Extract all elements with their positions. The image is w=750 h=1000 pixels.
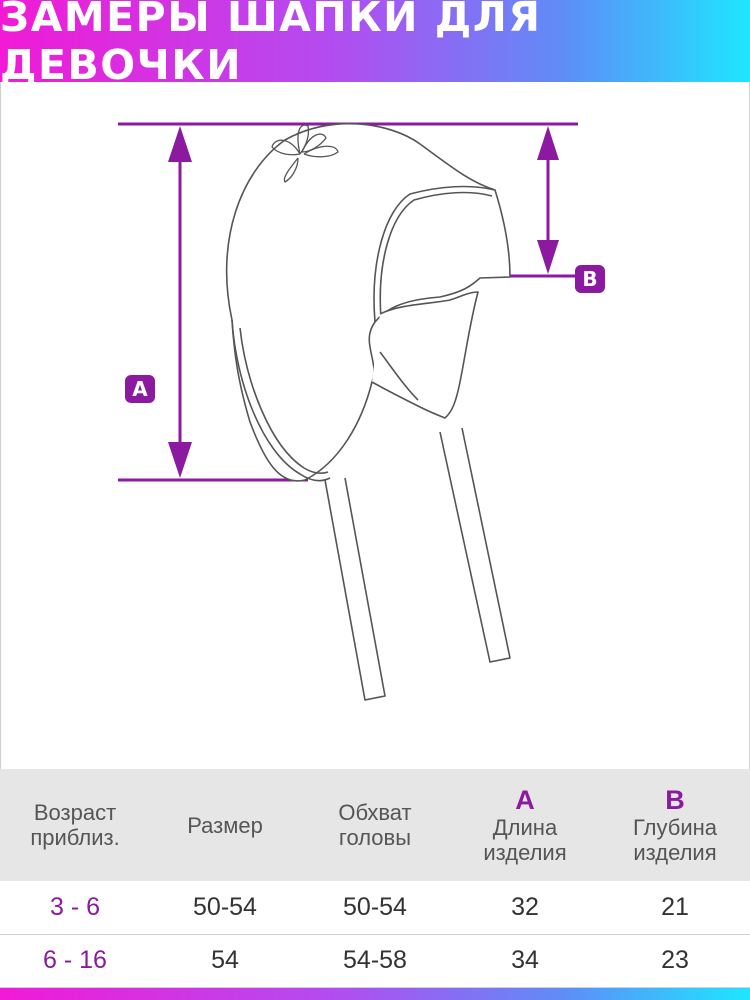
cell-size: 54 (211, 946, 239, 974)
cell-depth: 21 (661, 893, 689, 921)
cell-size: 50-54 (193, 893, 257, 921)
hat-outline (227, 124, 510, 700)
cell-length: 32 (511, 893, 539, 921)
table-header (0, 769, 750, 881)
table-row (0, 934, 750, 988)
right-tie (440, 428, 510, 662)
cell-depth: 23 (661, 946, 689, 974)
hat-drawing (0, 82, 750, 770)
table-row (0, 881, 750, 935)
footer-gradient-bar (0, 988, 750, 1000)
right-ear-flap (372, 292, 478, 418)
cell-head-circumference: 50-54 (343, 893, 407, 921)
col-header-label: Возраст приблиз. (30, 800, 120, 850)
cell-age: 3 - 6 (49, 893, 101, 921)
header-banner (0, 0, 750, 89)
cell-age: 6 - 16 (43, 946, 107, 974)
col-header-label: Глубина изделия (632, 815, 718, 865)
left-tie (325, 478, 385, 700)
page-title: ЗАМЕРЫ ШАПКИ ДЛЯ ДЕВОЧКИ (0, 0, 542, 89)
hat-measurement-diagram (0, 82, 750, 770)
cell-head-circumference: 54-58 (343, 946, 407, 974)
col-header-label: Обхват головы (338, 800, 412, 850)
arrow-a-up-icon (168, 126, 192, 162)
arrow-b-down-icon (537, 240, 559, 274)
label-a-badge: A (125, 375, 155, 403)
col-header-head-circumference (300, 769, 450, 881)
col-header-label: Длина изделия (483, 815, 567, 865)
col-header-letter: A (515, 785, 535, 815)
label-b-badge: B (575, 265, 605, 293)
arrow-a-down-icon (168, 442, 192, 478)
col-header-length (450, 769, 600, 881)
col-header-letter: B (665, 785, 685, 815)
col-header-depth (600, 769, 750, 881)
col-header-size (150, 769, 300, 881)
col-header-label: Размер (187, 812, 263, 838)
size-table (0, 769, 750, 988)
cell-length: 34 (511, 946, 539, 974)
col-header-age (0, 769, 150, 881)
arrow-b-up-icon (537, 126, 559, 160)
